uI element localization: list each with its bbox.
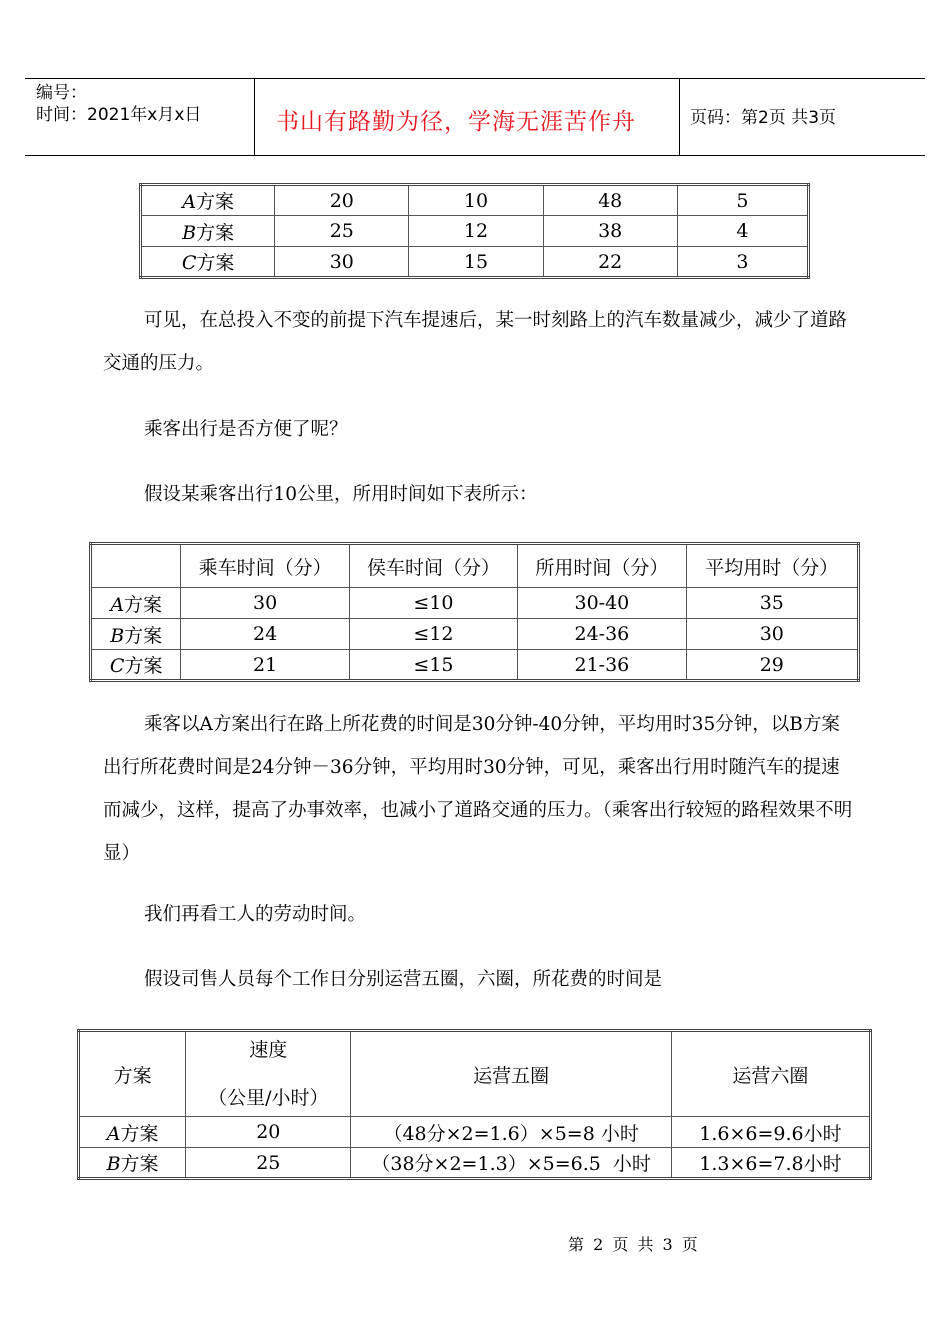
table-cell: 20 [275,185,409,216]
header-divider-right [679,78,680,155]
table-cell: 3 [677,247,808,278]
serial-label: 编号： [36,83,87,103]
row-label: A方案 [91,588,181,619]
table-3 [77,1029,872,1180]
table-cell: 29 [686,650,858,681]
table-cell: ≤12 [349,619,517,650]
table-row [141,247,809,278]
table-cell: 30 [275,247,409,278]
table-row [141,216,809,247]
paragraph-3: 假设某乘客出行10公里，所用时间如下表所示： [144,484,538,505]
table-header-cell [91,544,181,588]
table-row [91,588,859,619]
speed-header-line1: 速度 [249,1039,288,1061]
table-cell: 48 [543,185,677,216]
table-cell: 30 [686,619,858,650]
paragraph-6: 假设司售人员每个工作日分别运营五圈，六圈，所花费的时间是 [144,969,663,990]
table-cell: ≤10 [349,588,517,619]
table-header-row [79,1031,871,1117]
row-label: A方案 [141,185,275,216]
table-cell: 4 [677,216,808,247]
table-cell: 38 [543,216,677,247]
header-top-rule [25,78,925,79]
paragraph-2: 乘客出行是否方便了呢？ [144,419,348,440]
table-cell: （48分×2=1.6）×5=8 小时 [351,1117,671,1148]
table-header-cell: 平均用时（分） [686,544,858,588]
table-header-cell [186,1031,351,1117]
table-cell: 21 [181,650,349,681]
table-header-cell: 方案 [79,1031,186,1117]
table-row [141,185,809,216]
table-cell: 30 [181,588,349,619]
row-label: C方案 [141,247,275,278]
table-2 [89,542,860,682]
table-cell: 1.6×6=9.6小时 [671,1117,870,1148]
table-cell: 21-36 [518,650,686,681]
table-header-cell: 乘车时间（分） [181,544,349,588]
table-row [79,1117,871,1148]
table-header-cell: 所用时间（分） [518,544,686,588]
row-label: B方案 [79,1148,186,1179]
header-motto: 书山有路勤为径，学海无涯苦作舟 [276,109,636,135]
table-cell: 25 [186,1148,351,1179]
table-cell: 15 [409,247,543,278]
page-footer: 第 2 页 共 3 页 [568,1235,700,1254]
page-info: 页码：第2页 共3页 [690,108,837,128]
row-label: B方案 [141,216,275,247]
table-cell: 5 [677,185,808,216]
table-cell: ≤15 [349,650,517,681]
table-cell: 24 [181,619,349,650]
paragraph-5: 我们再看工人的劳动时间。 [144,904,367,925]
table-header-row [91,544,859,588]
paragraph-4: 乘客以A方案出行在路上所花费的时间是30分钟-40分钟，平均用时35分钟，以B方案出行所花费时间是24分钟－36分钟，平均用时30分钟，可见，乘客出行用时随汽车的提速而减少，这样，提高了办事效率，也减小了道路交通的压力。（乘客出行较短的路程效果不明显） [103,714,853,864]
speed-header-line2: （公里/小时） [208,1087,329,1109]
table-cell: 1.3×6=7.8小时 [671,1148,870,1179]
table-row [79,1148,871,1179]
time-label: 时间：2021年x月x日 [36,105,202,125]
row-label: C方案 [91,650,181,681]
table-cell: 12 [409,216,543,247]
row-label: B方案 [91,619,181,650]
table-cell: 22 [543,247,677,278]
table-1 [139,183,810,279]
table-cell: 10 [409,185,543,216]
row-label: A方案 [79,1117,186,1148]
paragraph-1: 可见，在总投入不变的前提下汽车提速后，某一时刻路上的汽车数量减少，减少了道路交通的压力。 [103,310,848,374]
header-divider-left [254,78,255,155]
table-cell: （38分×2=1.3）×5=6.5 小时 [351,1148,671,1179]
table-cell: 25 [275,216,409,247]
table-cell: 24-36 [518,619,686,650]
table-row [91,650,859,681]
header-bottom-rule [25,155,925,156]
table-header-cell: 运营五圈 [351,1031,671,1117]
table-cell: 20 [186,1117,351,1148]
table-header-cell: 运营六圈 [671,1031,870,1117]
table-row [91,619,859,650]
table-cell: 35 [686,588,858,619]
table-header-cell: 侯车时间（分） [349,544,517,588]
table-cell: 30-40 [518,588,686,619]
